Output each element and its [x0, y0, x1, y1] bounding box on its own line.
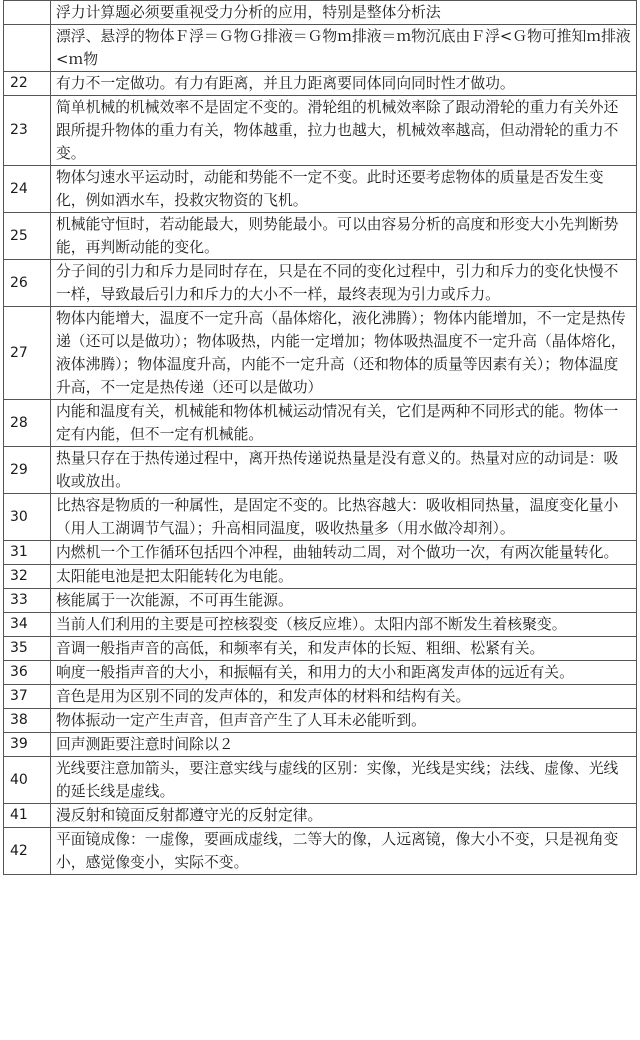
row-number: 32 — [4, 565, 51, 589]
table-row — [4, 307, 637, 400]
table-row — [4, 96, 637, 166]
table-row — [4, 613, 637, 637]
row-number: 29 — [4, 447, 51, 494]
row-number: 27 — [4, 307, 51, 400]
row-number: 35 — [4, 637, 51, 661]
row-text: 漫反射和镜面反射都遵守光的反射定律。 — [51, 804, 637, 828]
row-text: 音色是用为区别不同的发声体的，和发声体的材料和结构有关。 — [51, 685, 637, 709]
table-row — [4, 733, 637, 757]
table-row — [4, 166, 637, 213]
row-text: 音调一般指声音的高低，和频率有关，和发声体的长短、粗细、松紧有关。 — [51, 637, 637, 661]
table-row — [4, 565, 637, 589]
table-row — [4, 661, 637, 685]
table-row — [4, 260, 637, 307]
table-row — [4, 804, 637, 828]
notes-table-body — [4, 1, 637, 875]
row-text: 内燃机一个工作循环包括四个冲程，曲轴转动二周，对个做功一次，有两次能量转化。 — [51, 541, 637, 565]
row-number: 33 — [4, 589, 51, 613]
row-text: 热量只存在于热传递过程中，离开热传递说热量是没有意义的。热量对应的动词是：吸收或放出。 — [51, 447, 637, 494]
row-number — [4, 1, 51, 25]
row-number: 30 — [4, 494, 51, 541]
table-row — [4, 757, 637, 804]
row-number: 42 — [4, 828, 51, 875]
row-number: 31 — [4, 541, 51, 565]
row-text: 有力不一定做功。有力有距离，并且力距离要同体同向同时性才做功。 — [51, 72, 637, 96]
row-text: 太阳能电池是把太阳能转化为电能。 — [51, 565, 637, 589]
row-text: 漂浮、悬浮的物体Ｆ浮＝Ｇ物Ｇ排液＝Ｇ物ｍ排液＝ｍ物沉底由Ｆ浮<Ｇ物可推知ｍ排液<ｍ物 — [51, 25, 637, 72]
row-text: 简单机械的机械效率不是固定不变的。滑轮组的机械效率除了跟动滑轮的重力有关外还跟所提升物体的重力有关，物体越重，拉力也越大，机械效率越高，但动滑轮的重力不变。 — [51, 96, 637, 166]
row-number: 41 — [4, 804, 51, 828]
row-text: 比热容是物质的一种属性，是固定不变的。比热容越大：吸收相同热量，温度变化量小（用人工湖调节气温）；升高相同温度，吸收热量多（用水做冷却剂）。 — [51, 494, 637, 541]
row-number: 26 — [4, 260, 51, 307]
row-number: 37 — [4, 685, 51, 709]
table-row — [4, 637, 637, 661]
row-number: 40 — [4, 757, 51, 804]
table-row — [4, 72, 637, 96]
physics-notes-table — [3, 0, 637, 875]
row-text: 机械能守恒时，若动能最大，则势能最小。可以由容易分析的高度和形变大小先判断势能，再判断动能的变化。 — [51, 213, 637, 260]
row-number: 22 — [4, 72, 51, 96]
row-number: 39 — [4, 733, 51, 757]
row-number: 28 — [4, 400, 51, 447]
row-text: 响度一般指声音的大小，和振幅有关，和用力的大小和距离发声体的远近有关。 — [51, 661, 637, 685]
row-text: 核能属于一次能源，不可再生能源。 — [51, 589, 637, 613]
row-text: 光线要注意加箭头，要注意实线与虚线的区别：实像，光线是实线；法线、虚像、光线的延长线是虚线。 — [51, 757, 637, 804]
row-number: 25 — [4, 213, 51, 260]
table-row — [4, 541, 637, 565]
table-row — [4, 213, 637, 260]
table-row — [4, 685, 637, 709]
row-text: 物体内能增大，温度不一定升高（晶体熔化，液化沸腾）；物体内能增加，不一定是热传递（还可以是做功）；物体吸热，内能一定增加；物体吸热温度不一定升高（晶体熔化，液体沸腾）；物体温度升高，内能不一定升高（还和物体的质量等因素有关）；物体温度升高，不一定是热传递（还可以是做功） — [51, 307, 637, 400]
table-row — [4, 1, 637, 25]
table-row — [4, 447, 637, 494]
table-row — [4, 709, 637, 733]
row-number — [4, 25, 51, 72]
row-text: 当前人们利用的主要是可控核裂变（核反应堆）。太阳内部不断发生着核聚变。 — [51, 613, 637, 637]
row-text: 物体振动一定产生声音，但声音产生了人耳未必能听到。 — [51, 709, 637, 733]
row-text: 物体匀速水平运动时，动能和势能不一定不变。此时还要考虑物体的质量是否发生变化，例如洒水车，投救灾物资的飞机。 — [51, 166, 637, 213]
table-row — [4, 828, 637, 875]
row-text: 浮力计算题必须要重视受力分析的应用，特别是整体分析法 — [51, 1, 637, 25]
row-number: 23 — [4, 96, 51, 166]
table-row — [4, 494, 637, 541]
table-row — [4, 25, 637, 72]
table-row — [4, 589, 637, 613]
row-number: 36 — [4, 661, 51, 685]
row-text: 内能和温度有关，机械能和物体机械运动情况有关，它们是两种不同形式的能。物体一定有内能，但不一定有机械能。 — [51, 400, 637, 447]
row-number: 38 — [4, 709, 51, 733]
table-row — [4, 400, 637, 447]
row-text: 平面镜成像：一虚像，要画成虚线，二等大的像，人远离镜，像大小不变，只是视角变小，感觉像变小，实际不变。 — [51, 828, 637, 875]
row-text: 分子间的引力和斥力是同时存在，只是在不同的变化过程中，引力和斥力的变化快慢不一样，导致最后引力和斥力的大小不一样，最终表现为引力或斥力。 — [51, 260, 637, 307]
row-number: 34 — [4, 613, 51, 637]
row-text: 回声测距要注意时间除以２ — [51, 733, 637, 757]
row-number: 24 — [4, 166, 51, 213]
